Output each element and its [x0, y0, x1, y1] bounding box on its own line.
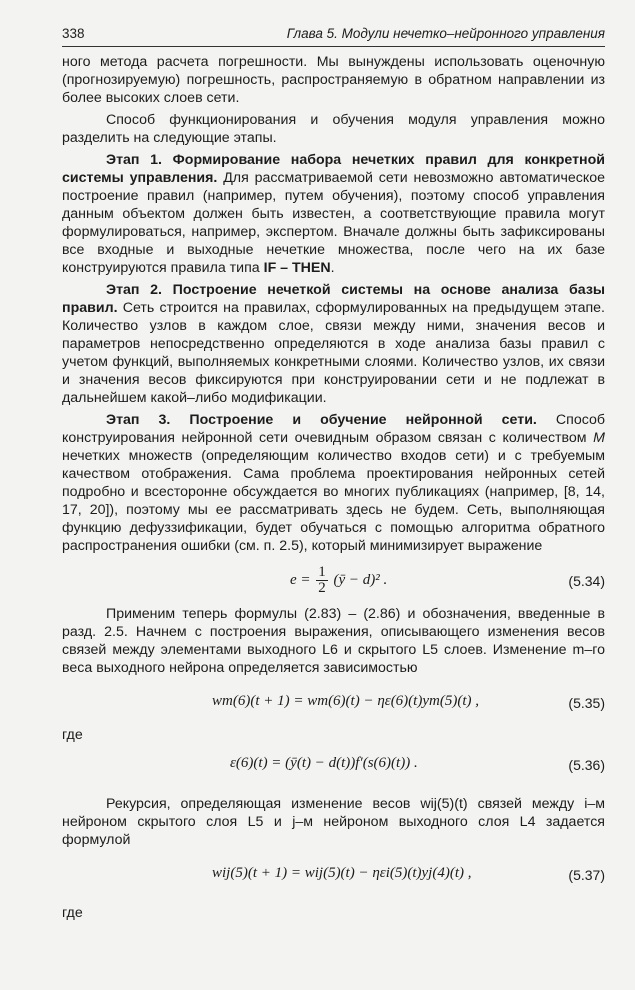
page-header — [62, 26, 605, 47]
equation-5-34 — [62, 559, 605, 605]
equation-5-37 — [62, 853, 605, 899]
stage-3-heading: Этап 3. Построение и обучение нейронной сети. — [106, 412, 537, 428]
eq-5-34-fraction — [316, 565, 328, 596]
if-then-keyword: IF – THEN — [263, 260, 331, 276]
equation-5-35 — [62, 681, 605, 727]
equation-5-36 — [62, 743, 605, 789]
eq-5-34-rhs: (ȳ − d)² . — [333, 571, 388, 588]
paragraph-6: Применим теперь формулы (2.83) – (2.86) и обозначения, введенные в разд. 2.5. Начнем с построения выражения, описывающего изменения весов связей между элементами выходного L6 и скрытого L5 слоев. Изменение m–го веса выходного нейрона определяется зависимостью — [62, 606, 605, 676]
paragraph-stage-2 — [62, 281, 605, 407]
stage-1-dot: . — [330, 260, 335, 276]
paragraph-2: Способ функционирования и обучения модуля управления можно разделить на следующие этапы. — [62, 112, 605, 146]
eq-5-36-expr: ε(6)(t) = (ȳ(t) − d(t))f′(s(6)(t)) . — [230, 755, 418, 771]
eq-5-34-denominator: 2 — [318, 580, 326, 596]
eq-5-37-expr: wij(5)(t + 1) = wij(5)(t) − ηεi(5)(t)yj(4)(t) , — [212, 865, 472, 881]
eq-5-34-lhs: e = — [290, 571, 311, 588]
eq-5-34-numerator: 1 — [318, 564, 326, 580]
where-label-2: где — [62, 905, 83, 921]
paragraph-7: Рекурсия, определяющая изменение весов wij(5)(t) связей между i–м нейроном скрытого слоя L5 и j–м нейроном выходного слоя L4 задается формулой — [62, 796, 605, 848]
stage-3-text-b: нечетких множеств (определяющим количество входов сети) и с требуемым качеством отображения. Сама проблема проектирования нейронных сетей подробно и всесторонне обсуждается во многих публикациях (например, [8, 14, 17, 20]), поэтому мы ее рассматривать здесь не будем. Сеть, выполняющая функцию дефуззификации, будет обучаться с помощью алгоритма обратного распространения ошибки (см. п. 2.5), который минимизирует выражение — [62, 448, 605, 554]
eq-5-35-number: (5.35) — [568, 695, 605, 711]
where-label-1: где — [62, 727, 83, 743]
paragraph-stage-3 — [62, 411, 605, 555]
stage-3-text-a: Способ конструирования нейронной сети очевидным образом связан с количеством — [62, 412, 605, 446]
paragraph-stage-1 — [62, 151, 605, 277]
stage-2-text: Сеть строится на правилах, сформулированных на предыдущем этапе. Количество узлов в каждом слое, связи между ними, значения весов и параметров непосредственно определяются в ходе анализа базы правил с учетом функций, выполняемых конкретными слоями. Количество узлов, их связи и значения весов фиксируются при конструировании сети и не подлежат в дальнейшем какой–либо модификации. — [62, 300, 605, 406]
stage-1-text: Для рассматриваемой сети невозможно автоматическое построение правил (например, путем обучения), поэтому способ управления данным объектом должен быть известен, а соответствующие правила могут формулироваться, например, экспертом. Вначале должны быть зафиксированы все входные и выходные нечеткие множества, после чего на их базе конструируются правила типа — [62, 170, 605, 276]
eq-5-37-number: (5.37) — [568, 867, 605, 883]
stage-1-heading: Этап 1. Формирование набора нечетких правил для конкретной системы управления. — [62, 152, 605, 186]
eq-5-35-expr: wm(6)(t + 1) = wm(6)(t) − ηε(6)(t)ym(5)(t) , — [212, 693, 479, 709]
stage-3-M: M — [593, 430, 605, 446]
page-number: 338 — [62, 26, 85, 41]
eq-5-36-number: (5.36) — [568, 757, 605, 773]
eq-5-34-number: (5.34) — [568, 573, 605, 589]
chapter-title: Глава 5. Модули нечетко–нейронного управления — [286, 26, 605, 41]
stage-2-heading: Этап 2. Построение нечеткой системы на основе анализа базы правил. — [62, 282, 605, 316]
paragraph-1: ного метода расчета погрешности. Мы вынуждены использовать оценочную (прогнозируемую) погрешность, распространяемую в обратном направлении из более высоких слоев сети. — [62, 54, 605, 106]
